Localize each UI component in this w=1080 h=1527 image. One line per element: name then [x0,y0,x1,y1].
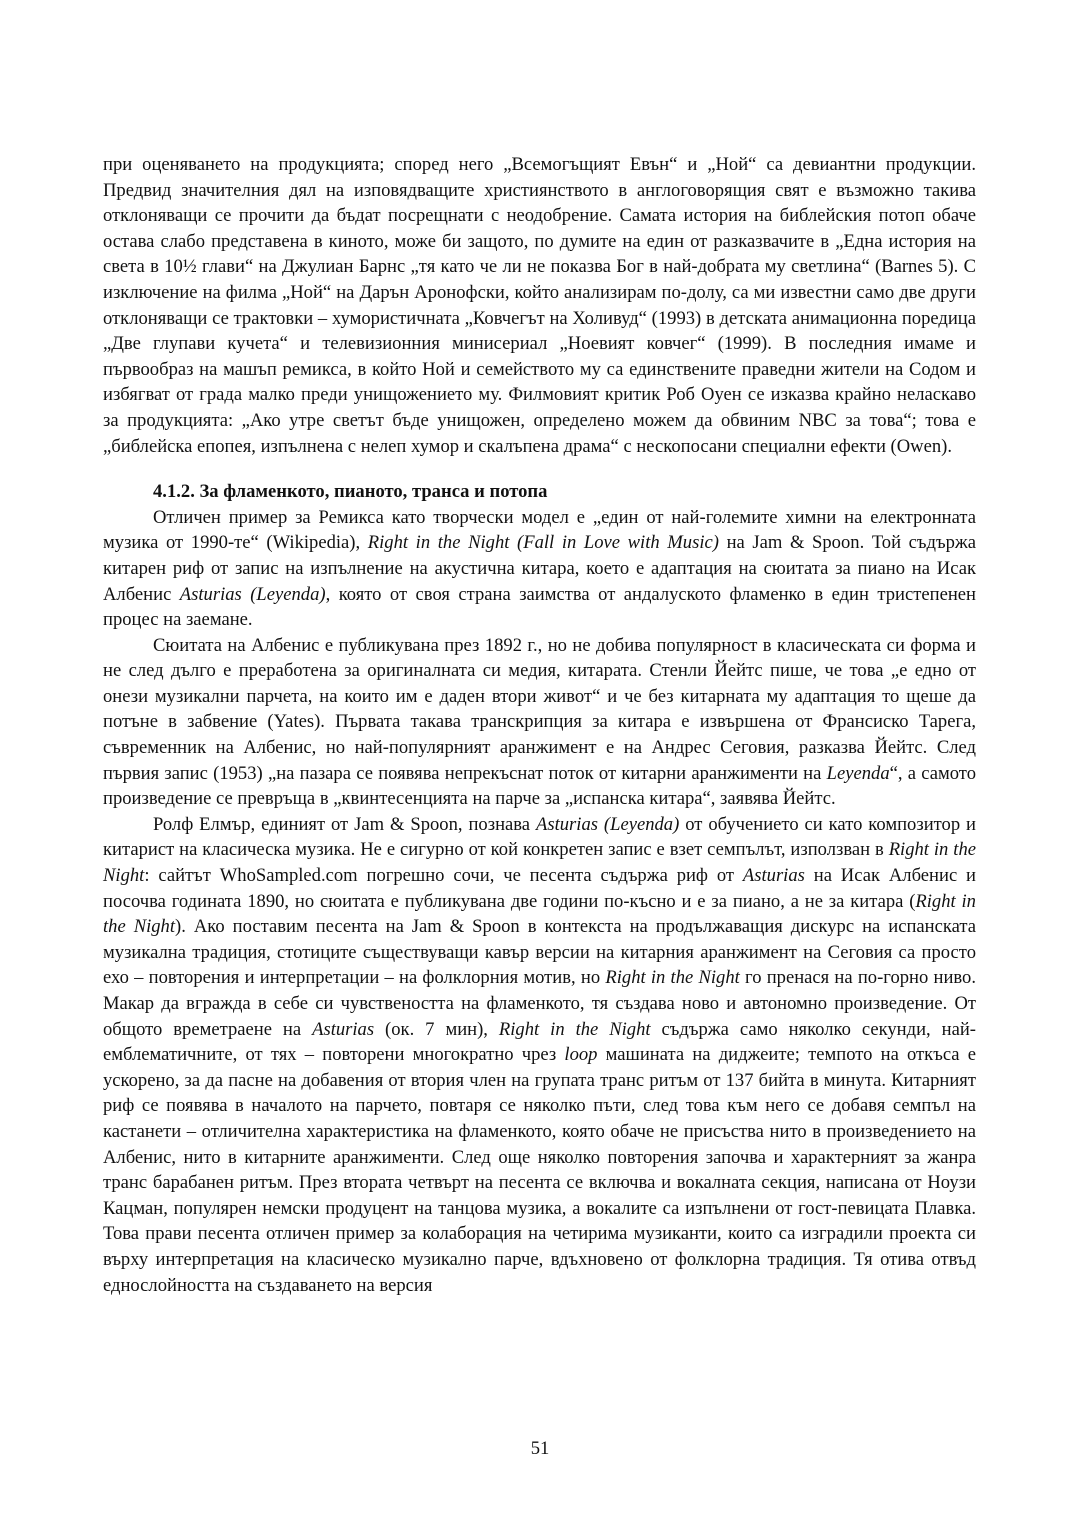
paragraph-2: Отличен пример за Ремикса като творчески модел е „един от най-големите химни на електронната музика от 1990-те“ (Wikipedia), Right in the Night (Fall in Love with Music) на Jam & Spoon. Той съдържа китарен риф от запис на изпълнение на акустична китара, което е адаптация на сюитата за пиано на Исак Албенис Asturias (Leyenda), която от своя страна заимства от андалуското фламенко в един тристепенен процес на заемане. [103,506,976,631]
italic-text: Right in the Night (Fall in Love with Music) [367,532,719,554]
section-heading: 4.1.2. За фламенкото, пианото, транса и потопа [153,481,548,503]
italic-text: Right in the Night [498,1018,651,1040]
paragraph-1: при оценяването на продукцията; според него „Всемогъщият Евън“ и „Ной“ са девиантни продукции. Предвид значителния дял на изповядващите християнството в англоговорящия свят е възможно такива отклоняващи се прочити да бъдат посрещнати с неодобрение. Самата история на библейския потоп обаче остава слабо представена в киното, може би защото, по думите на един от разказвачите в „Една история на света в 10½ глави“ на Джулиан Барнс „тя като че ли не показва Бог в най-добрата му светлина“ (Barnes 5). С изключение на филма „Ной“ на Дарън Аронофски, който анализирам по-долу, са ми известни само две други отклоняващи се трактовки – хумористичната „Ковчегът на Холивуд“ (1993) в детската анимационна поредица „Две глупави кучета“ и телевизионния минисериал „Ноевият ковчег“ (1999). В последния имаме и първообраз на машъп ремикса, в който Ной и семейството му са единствените праведни жители на Содом и избягват от града малко преди унищожението му. Филмовият критик Роб Оуен се изказва крайно неласкаво за продукцията: „Ако утре светът бъде унищожен, определено можем да обвиним NBC за това“; това е „библейска епопея, изпълнена с нелеп хумор и скалъпена драма“ с нескопосани специални ефекти (Owen). [103,154,976,457]
italic-text: Asturias [312,1018,375,1040]
italic-text: Right in the Night [605,967,740,989]
italic-text: Right in the Night [103,839,976,887]
paragraph-3: Сюитата на Албенис е публикувана през 1892 г., но не добива популярност в класическата си форма и не след дълго е преработена за оригиналната си медия, китарата. Стенли Йейтс пише, че това „е едно от онези музикални парчета, на които им е даден втори живот“ и че без китарната му адаптация то щеше да потъне в забвение (Yates). Първата такава транскрипция за китара е извършена от Франсиско Тарега, съвременник на Албенис, но най-популярният аранжимент е на Андрес Сеговия, разказва Йейтс. След първия запис (1953) „на пазара се появява непрекъснат поток от китарни аранжименти на Leyenda“, а самото произведение се превръща в „квинтесенцията на парче за „испанска китара“, заявява Йейтс. [103,634,976,810]
italic-text: Leyenda [826,762,890,784]
paragraph-4: Ролф Елмър, единият от Jam & Spoon, познава Asturias (Leyenda) от обучението си като композитор и китарист на класическа музика. Не е сигурно от кой конкретен запис е взет семпълът, използван в Right in the Night: сайтът WhoSampled.com погрешно сочи, че песента съдържа риф от Asturias на Исак Албенис и посочва годината 1890, но сюитата е публикувана две години по-късно и е за пиано, а не за китара (Right in the Night). Ако поставим песента на Jam & Spoon в контекста на продължаващия дискурс на испанската музикална традиция, стотиците съществуващи кавър версии на китарния аранжимент на Сеговия са просто ехо – повторения и интерпретации – на фолклорния мотив, но Right in the Night го пренася на по-горно ниво. Макар да вгражда в себе си чувствеността на фламенкото, тя създава ново и автономно произведение. От общото времетраене на Asturias (ок. 7 мин), Right in the Night съдържа само няколко секунди, най-емблематичните, от тях – повторени многократно чрез loop машината на диджеите; темпото на откъса е ускорено, за да пасне на добавения от втория член на групата транс ритъм от 137 бийта в минута. Китарният риф се появява в началото на парчето, повтаря се няколко пъти, след това към него се добавя семпъл на кастанети – отличителна характеристика на фламенкото, която обаче не присъства нито в произведението на Албенис, нито в китарните аранжименти. След още няколко повторения започва и характерният за жанра транс барабанен ритъм. През втората четвърт на песента се включва и вокалната секция, написана от Ноузи Кацман, популярен немски продуцент на танцова музика, а вокалите са изпълнени от гост-певицата Плавка. Това прави песента отличен пример за колаборация на четирима музиканти, които са изградили проекта си върху интерпретация на класическо музикално парче, вдъхновено от фолклорна традиция. Тя отива отвъд еднослойността на създаването на версия [103,813,977,1296]
italic-text: Asturias [742,865,805,887]
italic-text: Right in the Night [103,890,976,938]
italic-text: loop [564,1044,598,1066]
page-body [103,152,976,1298]
italic-text: Asturias (Leyenda) [536,813,680,835]
page-number: 51 [530,1438,550,1459]
italic-text: Asturias (Leyenda) [179,583,326,605]
